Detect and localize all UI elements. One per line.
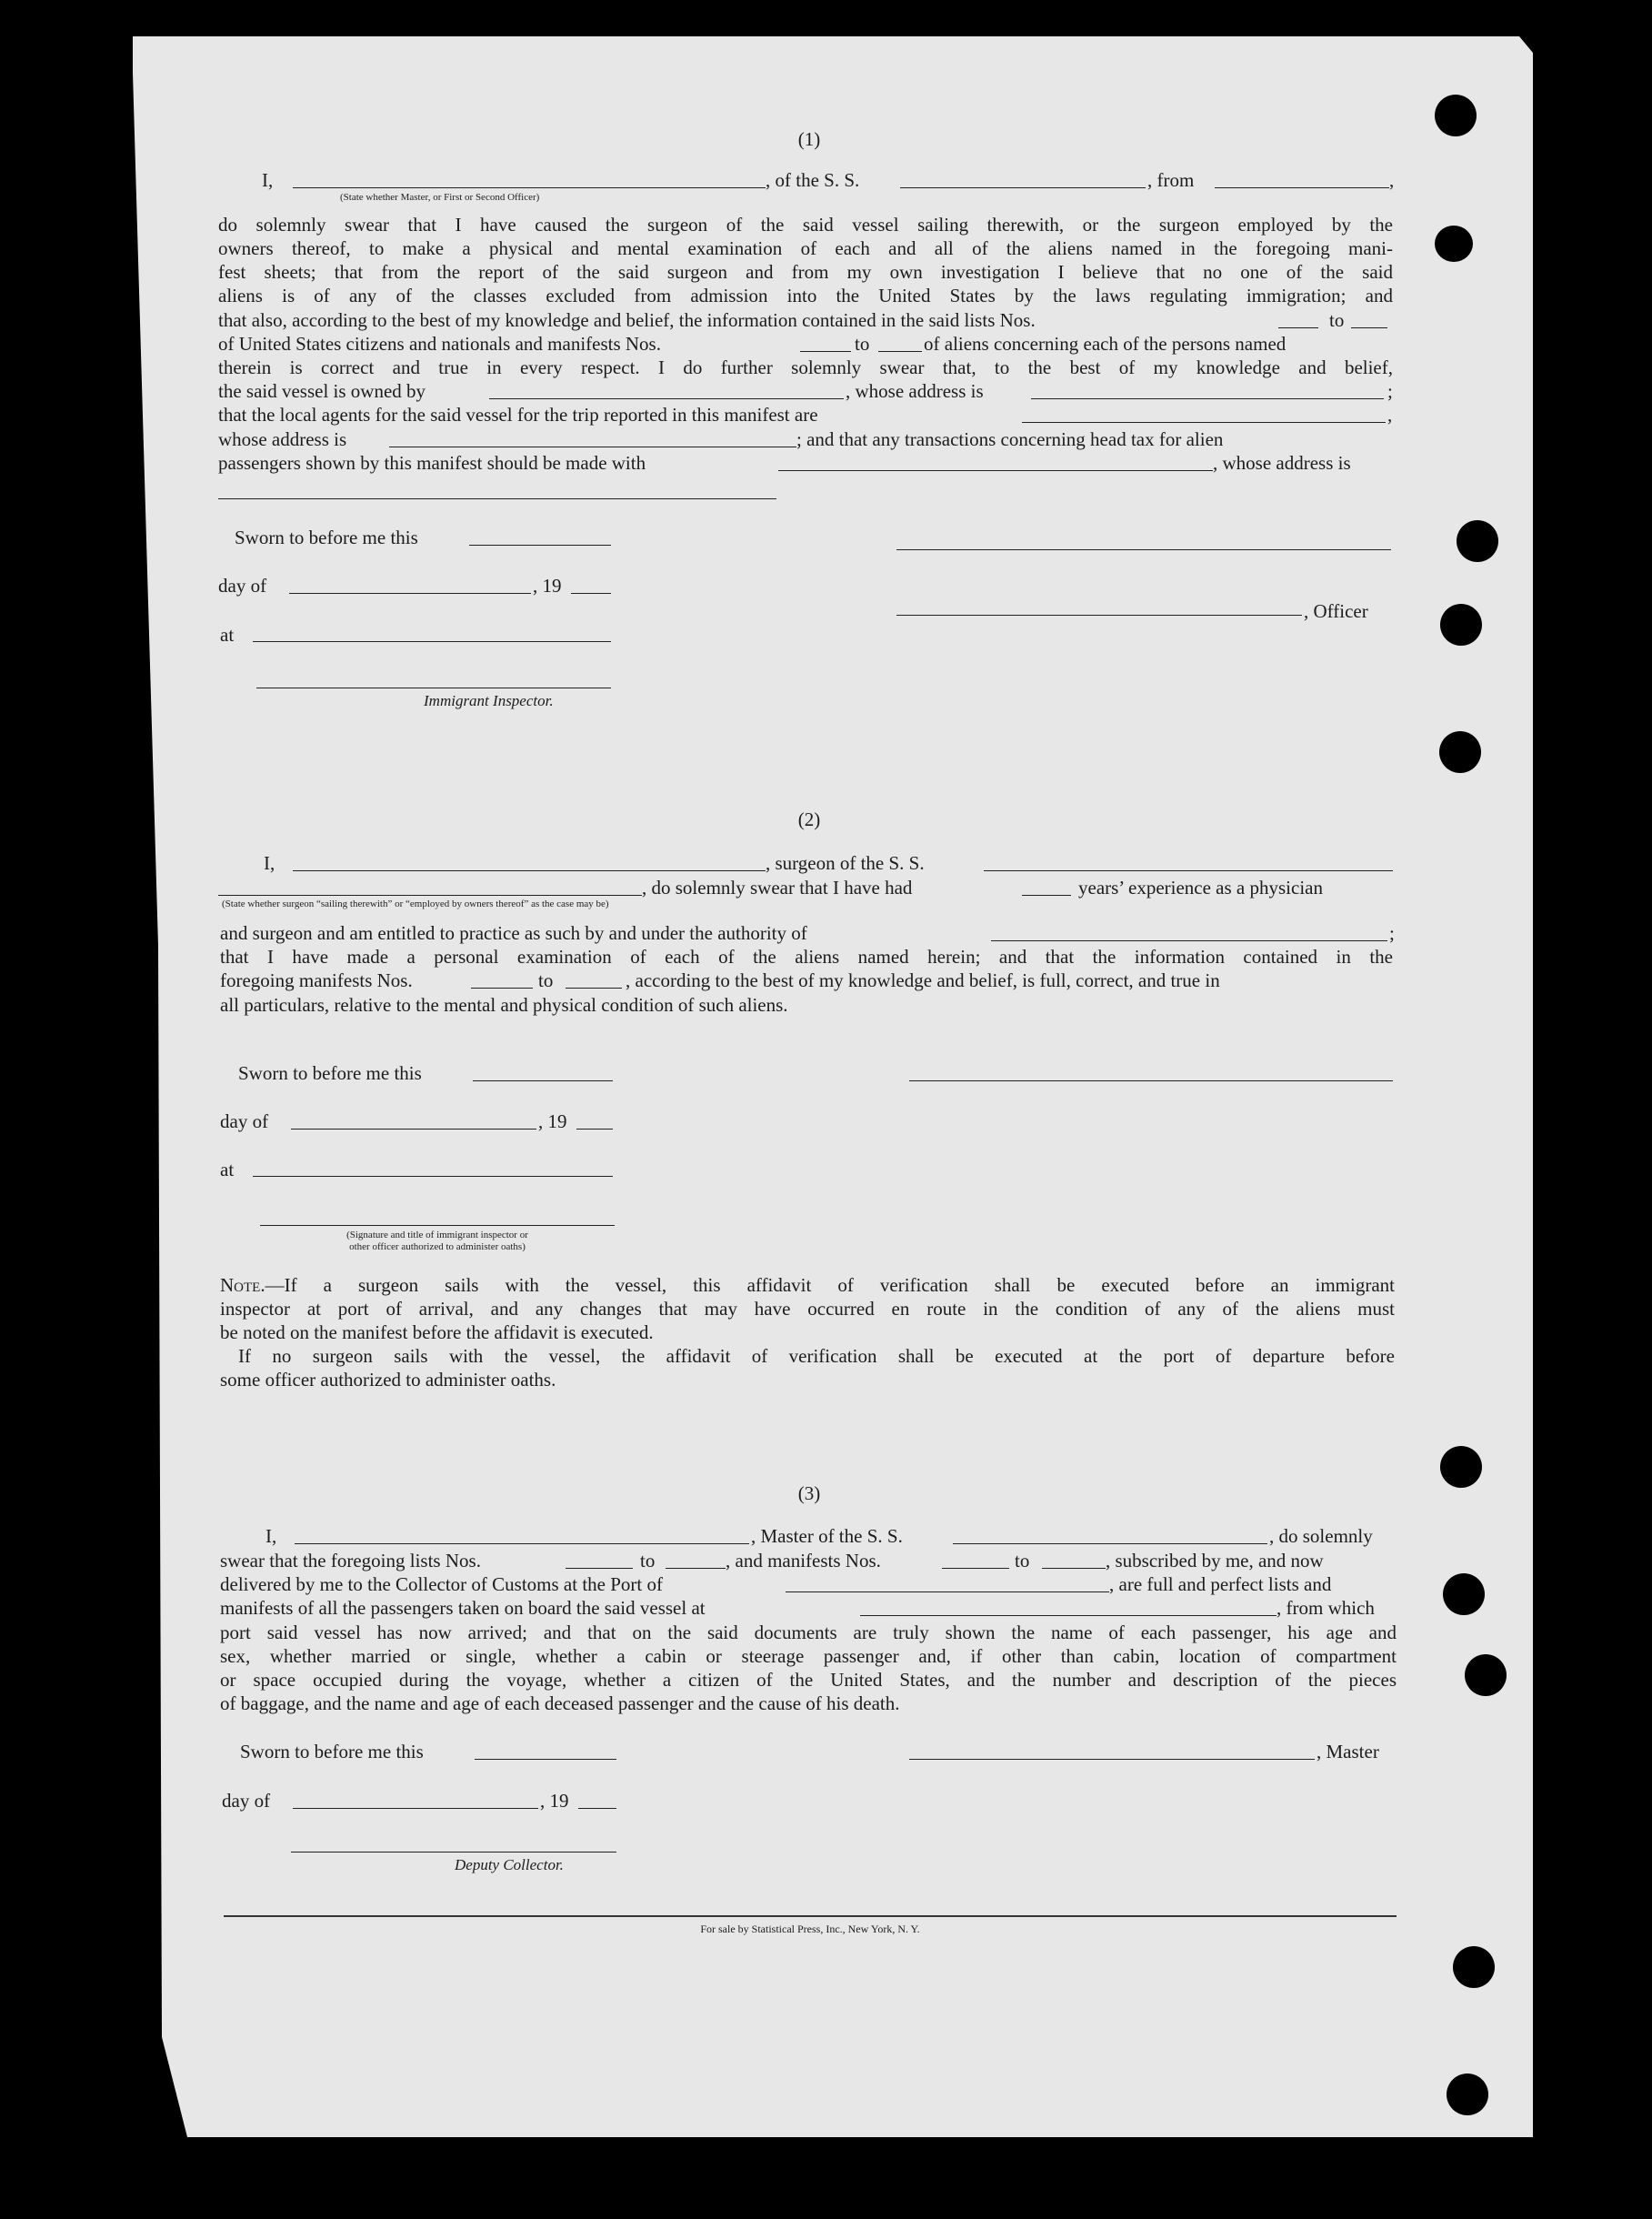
note-line: some officer authorized to administer oaths. (220, 1369, 556, 1391)
s3-lists-to-field[interactable] (666, 1568, 726, 1569)
s2-to-label: to (538, 969, 554, 991)
s3-master-signature-field[interactable] (909, 1759, 1315, 1760)
s3-oath-line: , are full and perfect lists and (1109, 1573, 1332, 1595)
binder-hole (1435, 95, 1477, 136)
s1-signature-field[interactable] (896, 549, 1391, 550)
s1-inspector-caption: Immigrant Inspector. (424, 692, 554, 709)
s2-surgeon-signature-field[interactable] (909, 1080, 1393, 1081)
s3-manifests-from-field[interactable] (942, 1568, 1009, 1569)
s1-oath-line: do solemnly swear that I have caused the surgeon of the said vessel sailing therewith, or the surgeon employed by the (218, 214, 1393, 236)
s3-port-field[interactable] (786, 1591, 1109, 1592)
s3-taken-at-label: manifests of all the passengers taken on board the said vessel at (220, 1597, 706, 1619)
s1-manifests-from-field[interactable] (800, 351, 851, 352)
binder-hole (1435, 226, 1473, 262)
s1-sworn-day-field[interactable] (469, 545, 611, 546)
s3-from-which-label: , from which (1277, 1597, 1375, 1619)
s2-signature-caption: other officer authorized to administer oaths) (349, 1241, 526, 1252)
s2-oath-line: that I have made a personal examination of each of the aliens named herein; and that the information contained in the (220, 946, 1393, 968)
s3-day-of-label: day of (222, 1790, 271, 1812)
s3-collector-signature-field[interactable] (291, 1852, 616, 1853)
s1-ship-name-field[interactable] (900, 187, 1146, 188)
s3-to-label: to (640, 1550, 656, 1571)
s1-officer-rank-field[interactable] (293, 187, 766, 188)
s1-i-label: I, (262, 169, 274, 191)
s1-to-label: to (1329, 309, 1345, 331)
s3-oath-line: of baggage, and the name and age of each deceased passenger and the cause of his death. (220, 1692, 900, 1714)
binder-hole (1439, 731, 1481, 773)
s1-semicolon: ; (1387, 380, 1393, 402)
s1-agents-field[interactable] (1022, 422, 1386, 423)
s2-year-field[interactable] (576, 1129, 613, 1130)
s2-authority-label: and surgeon and am entitled to practice as such by and under the authority of (220, 922, 807, 944)
s1-agents-label: that the local agents for the said vessel for the trip reported in this manifest are (218, 404, 818, 426)
binder-hole (1440, 604, 1482, 646)
s3-i-label: I, (265, 1525, 277, 1547)
s1-officer-signature-field[interactable] (896, 615, 1302, 616)
binder-hole (1453, 1946, 1495, 1988)
s1-head-tax-address-field[interactable] (218, 498, 776, 499)
s1-owner-address-label: , whose address is (846, 380, 984, 402)
s3-sworn-label: Sworn to before me this (240, 1741, 424, 1762)
s3-manifests-label: , and manifests Nos. (726, 1550, 881, 1571)
s1-whose-address-label: , whose address is (1213, 452, 1351, 474)
s1-agent-address-label: whose address is (218, 428, 347, 450)
s1-lists-from-field[interactable] (1278, 327, 1318, 328)
s2-surgeon-of-label: , surgeon of the S. S. (766, 852, 925, 874)
s3-oath-line: , subscribed by me, and now (1106, 1550, 1324, 1571)
s1-sworn-label: Sworn to before me this (235, 527, 418, 548)
s2-manifests-label: foregoing manifests Nos. (220, 969, 413, 991)
s3-ship-name-field[interactable] (953, 1543, 1267, 1544)
s2-oath-line: all particulars, relative to the mental and physical condition of such aliens. (220, 994, 788, 1016)
s3-oath-line: or space occupied during the voyage, whether a citizen of the United States, and the number and description of the pieces (220, 1669, 1397, 1691)
s1-rank-caption: (State whether Master, or First or Second Officer) (340, 192, 540, 203)
s2-years-label: years’ experience as a physician (1078, 877, 1323, 899)
s2-at-label: at (220, 1159, 235, 1180)
s3-year-label: , 19 (540, 1790, 569, 1812)
note-line: be noted on the manifest before the affidavit is executed. (220, 1321, 654, 1343)
binder-hole (1447, 2073, 1488, 2115)
s2-oath-line: , according to the best of my knowledge and belief, is full, correct, and true in (626, 969, 1220, 991)
s1-from-field[interactable] (1215, 187, 1389, 188)
s1-oath-line: aliens is of any of the classes excluded from admission into the United States by the laws regulating immigration; and (218, 285, 1393, 306)
s3-port-label: delivered by me to the Collector of Customs at the Port of (220, 1573, 663, 1595)
s3-master-label: , Master (1317, 1741, 1379, 1762)
note-text: —If a surgeon sails with the vessel, this affidavit of verification shall be executed before an immigrant (265, 1274, 1395, 1296)
s1-oath-line: of aliens concerning each of the persons named (924, 333, 1287, 355)
s1-oath-line: owners thereof, to make a physical and mental examination of each and all of the aliens named in the foregoing mani- (218, 237, 1393, 259)
s3-taken-at-field[interactable] (860, 1615, 1277, 1616)
s2-manifests-to-field[interactable] (566, 988, 622, 989)
s2-surgeon-type-field[interactable] (293, 870, 766, 871)
s3-deputy-caption: Deputy Collector. (455, 1856, 564, 1873)
s1-place-field[interactable] (253, 641, 611, 642)
s3-master-name-field[interactable] (295, 1543, 749, 1544)
s1-day-of-label: day of (218, 575, 267, 597)
printer-imprint: For sale by Statistical Press, Inc., New York, N. Y. (700, 1923, 920, 1935)
note-line: If no surgeon sails with the vessel, the affidavit of verification shall be executed at the port of departure before (238, 1345, 1395, 1367)
s2-authority-field[interactable] (991, 940, 1387, 941)
s1-oath-line: fest sheets; that from the report of the said surgeon and from my own investigation I believe that no one of the said (218, 261, 1393, 283)
s1-lists-to-field[interactable] (1351, 327, 1387, 328)
s2-year-label: , 19 (538, 1110, 567, 1132)
s3-manifests-to-field[interactable] (1042, 1568, 1106, 1569)
s1-year-field[interactable] (571, 593, 611, 594)
s2-manifests-from-field[interactable] (471, 988, 533, 989)
s1-owner-field[interactable] (489, 398, 844, 399)
s2-swear-label: , do solemnly swear that I have had (642, 877, 913, 899)
s2-semicolon: ; (1389, 922, 1395, 944)
binder-hole (1465, 1654, 1507, 1696)
note-line (220, 1274, 1395, 1297)
s3-lists-from-field[interactable] (566, 1568, 633, 1569)
s1-comma: , (1387, 404, 1393, 426)
s1-comma: , (1389, 169, 1395, 191)
s3-oath-line: port said vessel has now arrived; and that on the said documents are truly shown the name of each passenger, his age and (220, 1622, 1397, 1643)
s1-at-label: at (220, 624, 235, 646)
s3-master-of-label: , Master of the S. S. (751, 1525, 903, 1547)
s3-to-label: to (1015, 1550, 1030, 1571)
s3-year-field[interactable] (578, 1808, 616, 1809)
s3-month-field[interactable] (293, 1808, 538, 1809)
section-3-heading: (3) (797, 1482, 821, 1504)
s1-owner-address-field[interactable] (1031, 398, 1384, 399)
s2-sworn-day-field[interactable] (473, 1080, 613, 1081)
s1-oath-line: ; and that any transactions concerning head tax for alien (796, 428, 1224, 450)
s3-oath-line: sex, whether married or single, whether a cabin or steerage passenger and, if other than cabin, location of compartment (220, 1645, 1397, 1667)
s1-owner-label: the said vessel is owned by (218, 380, 426, 402)
s1-of-ss-label: , of the S. S. (766, 169, 860, 191)
s2-years-field[interactable] (1022, 895, 1071, 896)
s1-head-tax-label: passengers shown by this manifest should be made with (218, 452, 646, 474)
s3-do-solemnly-label: , do solemnly (1269, 1525, 1373, 1547)
s1-manifests-to-field[interactable] (878, 351, 922, 352)
s1-oath-line: that also, according to the best of my knowledge and belief, the information contained in the said lists Nos. (218, 309, 1036, 331)
note-label: Note. (220, 1274, 265, 1296)
s2-sworn-label: Sworn to before me this (238, 1062, 422, 1084)
s2-ship-name-field[interactable] (984, 870, 1393, 871)
s3-lists-label: swear that the foregoing lists Nos. (220, 1550, 481, 1571)
s1-head-tax-field[interactable] (778, 470, 1213, 471)
s2-place-field[interactable] (253, 1176, 613, 1177)
s2-inspector-signature-field[interactable] (260, 1225, 615, 1226)
s2-surgeon-type-field-2[interactable] (218, 895, 642, 896)
s1-officer-label: , Officer (1304, 600, 1368, 622)
s2-month-field[interactable] (291, 1129, 536, 1130)
note-line: inspector at port of arrival, and any changes that may have occurred en route in the condition of any of the aliens must (220, 1298, 1395, 1320)
s2-signature-caption: (Signature and title of immigrant inspector or (346, 1230, 528, 1240)
binder-hole (1457, 520, 1498, 562)
s2-day-of-label: day of (220, 1110, 269, 1132)
s1-oath-line: of United States citizens and nationals and manifests Nos. (218, 333, 661, 355)
s2-i-label: I, (264, 852, 275, 874)
section-1-heading: (1) (797, 128, 821, 150)
s1-oath-line: therein is correct and true in every respect. I do further solemnly swear that, to the best of my knowledge and belief, (218, 356, 1393, 378)
s3-sworn-day-field[interactable] (475, 1759, 616, 1760)
s1-from-label: , from (1147, 169, 1195, 191)
binder-hole (1443, 1573, 1485, 1615)
s1-year-label: , 19 (533, 575, 562, 597)
s1-month-field[interactable] (289, 593, 531, 594)
binder-hole (1440, 1446, 1482, 1488)
section-2-heading: (2) (797, 808, 821, 830)
s1-to-label: to (855, 333, 870, 355)
s2-surgeon-caption: (State whether surgeon “sailing therewith” or “employed by owners thereof” as the case may be) (222, 899, 609, 909)
footer-rule (224, 1915, 1397, 1917)
